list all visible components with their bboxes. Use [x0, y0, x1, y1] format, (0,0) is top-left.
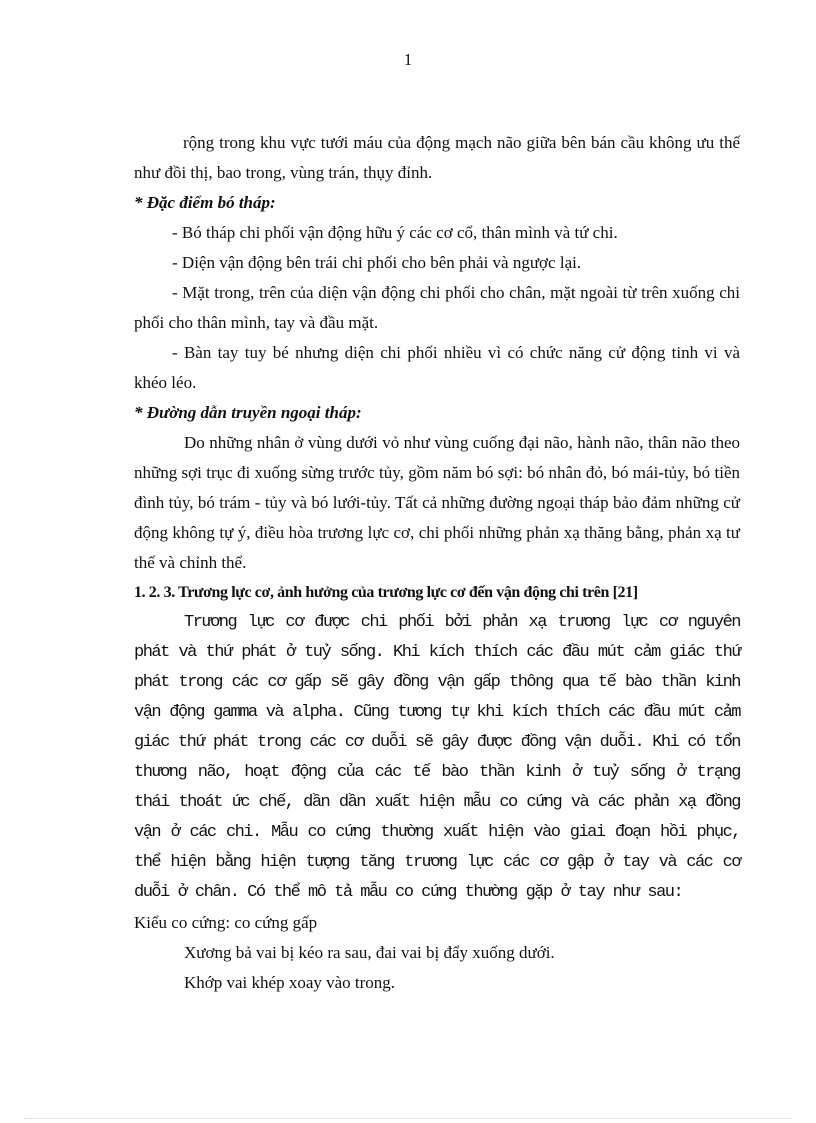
- paragraph-scapula: Xương bả vai bị kéo ra sau, đai vai bị đẩy xuống dưới.: [184, 943, 555, 962]
- document-body: [134, 128, 740, 998]
- paragraph-shoulder-joint: Khớp vai khép xoay vào trong.: [184, 973, 396, 992]
- paragraph-blood-supply: rộng trong khu vực tưới máu của động mạch não giữa bên bán cầu không ưu thế như đồi thị, bao trong, vùng trán, thụy đỉnh.: [134, 133, 740, 182]
- bullet-voluntary-movement: - Bó tháp chi phối vận động hữu ý các cơ cổ, thân mình và tứ chi.: [172, 223, 618, 242]
- paragraph-spasticity-type: Kiểu co cứng: co cứng gấp: [134, 913, 318, 932]
- paragraph-muscle-tone: Trương lực cơ được chi phối bởi phản xạ trương lực cơ nguyên phát và thứ phát ở tuỷ sống. Khi kích thích các đầu mút cảm giác thứ phát trong các cơ gấp sẽ gây đồng vận gấp thông qua tế bào thần kinh vận động gamma và alpha. Cũng tương tự khi kích thích các đầu mút cảm giác thứ phát trong các cơ duỗi sẽ gây được đồng vận duỗi. Khi có tổn thương não, hoạt động của các tế bào thần kinh ở tuỷ sống ở trạng thái thoát ức chế, dần dần xuất hiện mẫu co cứng và các phản xạ đồng vận ở các chi. Mẫu co cứng thường xuất hiện vào giai đoạn hồi phục, thể hiện bằng hiện tượng tăng trương lực các cơ gập ở tay và các cơ duỗi ở chân. Có thể mô tả mẫu co cứng thường gặp ở tay như sau:: [134, 613, 740, 902]
- bullet-contralateral: - Diện vận động bên trái chi phối cho bên phải và ngược lại.: [172, 253, 582, 272]
- heading-pyramidal-tract: * Đặc điểm bó tháp:: [134, 193, 276, 212]
- page-bottom-divider: [24, 1118, 792, 1119]
- section-heading-muscle-tone: 1. 2. 3. Trương lực cơ, ảnh hưởng của trương lực cơ đến vận động chi trên [21]: [134, 584, 638, 601]
- bullet-hand-area: - Bàn tay tuy bé nhưng diện chi phối nhiều vì có chức năng cử động tinh vi và khéo léo.: [134, 343, 740, 392]
- heading-extrapyramidal: * Đường dẫn truyền ngoại tháp:: [134, 403, 362, 422]
- bullet-inner-outer-surface: - Mặt trong, trên của diện vận động chi phối cho chân, mặt ngoài từ trên xuống chi phối cho thân mình, tay và đầu mặt.: [134, 283, 740, 332]
- page-number: 1: [403, 50, 413, 69]
- paragraph-extrapyramidal: Do những nhân ở vùng dưới vỏ như vùng cuống đại não, hành não, thân não theo những sợi trục đi xuống sừng trước tủy, gồm năm bó sợi: bó nhân đỏ, bó mái-tủy, bó tiền đình tủy, bó trám - tủy và bó lưới-tủy. Tất cả những đường ngoại tháp bảo đảm những cử động không tự ý, điều hòa trương lực cơ, chi phối những phản xạ thăng bằng, phản xạ tư thế và chỉnh thể.: [134, 433, 740, 572]
